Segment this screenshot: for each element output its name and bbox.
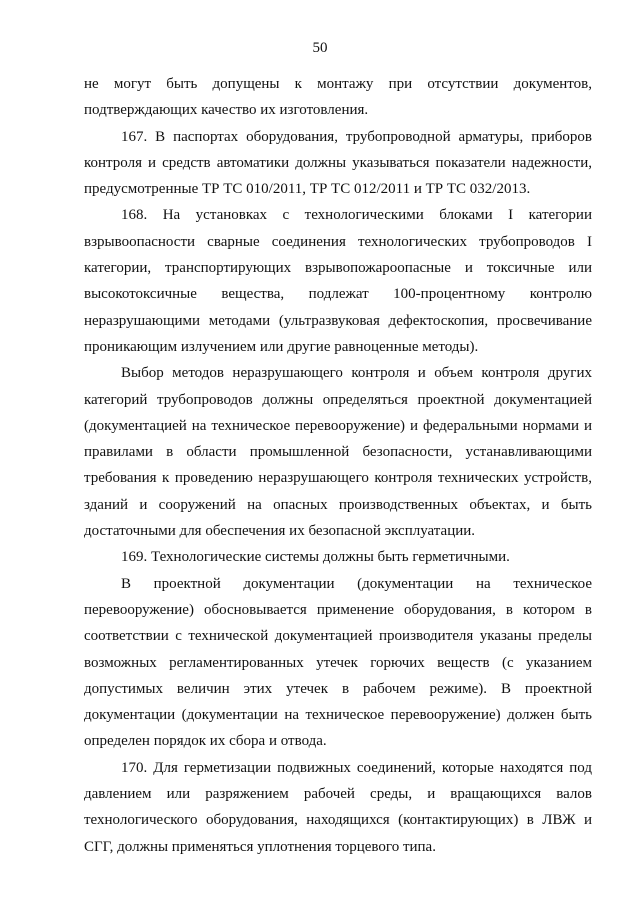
paragraph-continuation: не могут быть допущены к монтажу при отсутствии документов, подтверждающих качество их изготовления. xyxy=(84,76,592,119)
paragraph-168: 168. На установках с технологическими блоками I категории взрывоопасности сварные соединения технологических трубопроводов I категории, транспортирующих взрывопожароопасные и токсичные или высокотоксичные вещества, подлежат 100-процентному контролю неразрушающими методами (ультразвуковая дефектоскопия, просвечивание проникающим излучением или другие равноценные методы). xyxy=(84,207,592,355)
paragraph-169: 169. Технологические системы должны быть герметичными. xyxy=(121,549,510,566)
paragraph-ndt-methods: Выбор методов неразрушающего контроля и объем контроля других категорий трубопроводов должны определяться проектной документацией (документацией на техническое перевооружение) и федеральными нормами и правилами в области промышленной безопасности, устанавливающими требования к проведению неразрушающего контроля технических устройств, зданий и сооружений на опасных производственных объектах, и быть достаточными для обеспечения их безопасной эксплуатации. xyxy=(84,365,592,540)
paragraph-170: 170. Для герметизации подвижных соединений, которые находятся под давлением или разряжением рабочей среды, и вращающихся валов технологического оборудования, находящихся (контактирующих) в ЛВЖ и СГГ, должны применяться уплотнения торцевого типа. xyxy=(84,759,592,855)
page-number: 50 xyxy=(312,40,328,56)
paragraph-leak-limits: В проектной документации (документации на техническое перевооружение) обосновывается применение оборудования, в котором в соответствии с технической документацией производителя указаны пределы возможных регламентированных утечек горючих веществ (с указанием допустимых величин этих утечек в рабочем режиме). В проектной документации (документации на техническое перевооружение) должен быть определен порядок их сбора и отвода. xyxy=(84,575,592,750)
body-text xyxy=(84,71,592,860)
paragraph-167: 167. В паспортах оборудования, трубопроводной арматуры, приборов контроля и средств автоматики должны указываться показатели надежности, предусмотренные ТР ТС 010/2011, ТР ТС 012/2011 и ТР ТС 032/2013. xyxy=(84,128,592,198)
